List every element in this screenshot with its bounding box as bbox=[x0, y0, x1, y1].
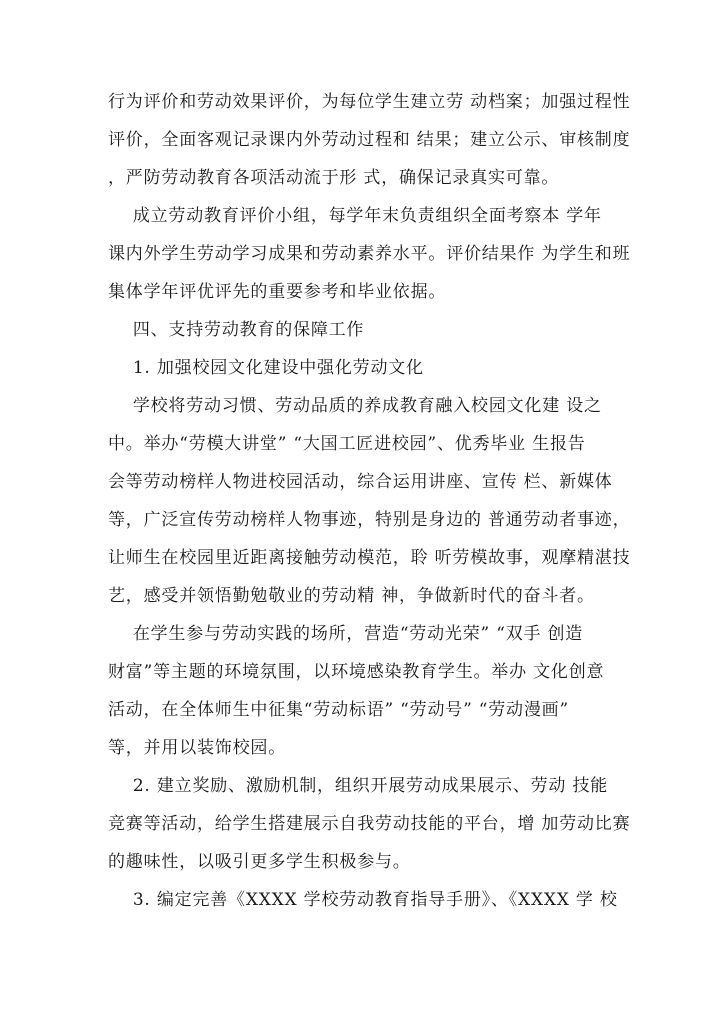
text-line: 课内外学生劳动学习成果和劳动素养水平。评价结果作 为学生和班 bbox=[108, 244, 631, 264]
text-line: 在学生参与劳动实践的场所，营造“劳动光荣” “双手 创造 bbox=[108, 624, 584, 644]
text-line: 学校将劳动习惯、劳动品质的养成教育融入校园文化建 设之 bbox=[108, 396, 602, 416]
text-line: 等，广泛宣传劳动榜样人物事迹，特别是身边的 普通劳动者事迹， bbox=[108, 510, 631, 530]
section-heading: 四、支持劳动教育的保障工作 bbox=[108, 320, 365, 340]
subsection-heading: 1. 加强校园文化建设中强化劳动文化 bbox=[108, 358, 424, 378]
text-line: 让师生在校园里近距离接触劳动模范，聆 听劳模故事，观摩精湛技 bbox=[108, 548, 631, 568]
text-line: 等，并用以装饰校园。 bbox=[108, 738, 286, 758]
text-line: 评价，全面客观记录课内外劳动过程和 结果；建立公示、审核制度 bbox=[108, 130, 631, 150]
text-line: ，严防劳动教育各项活动流于形 式，确保记录真实可靠。 bbox=[108, 168, 560, 188]
text-line: 3. 编定完善《XXXX 学校劳动教育指导手册》、《XXXX 学 校 bbox=[108, 890, 618, 910]
text-line: 2. 建立奖励、激励机制，组织开展劳动成果展示、劳动 技能 bbox=[108, 776, 609, 796]
text-line: 会等劳动榜样人物进校园活动，综合运用讲座、宣传 栏、新媒体 bbox=[108, 472, 613, 492]
text-line: 的趣味性，以吸引更多学生积极参与。 bbox=[108, 852, 411, 872]
text-line: 活动，在全体师生中征集“劳动标语” “劳动号” “劳动漫画” bbox=[108, 700, 569, 720]
text-line: 成立劳动教育评价小组，每学年末负责组织全面考察本 学年 bbox=[108, 206, 602, 226]
text-line: 财富”等主题的环境氛围，以环境感染教育学生。举办 文化创意 bbox=[108, 662, 605, 682]
text-line: 行为评价和劳动效果评价，为每位学生建立劳 动档案；加强过程性 bbox=[108, 92, 631, 112]
text-line: 竞赛等活动，给学生搭建展示自我劳动技能的平台，增 加劳动比赛 bbox=[108, 814, 631, 834]
text-line: 集体学年评优评先的重要参考和毕业依据。 bbox=[108, 282, 447, 302]
text-line: 艺，感受并领悟勤勉敬业的劳动精 神，争做新时代的奋斗者。 bbox=[108, 586, 595, 606]
text-line: 中。举办“劳模大讲堂” “大国工匠进校园”、优秀毕业 生报告 bbox=[108, 434, 586, 454]
